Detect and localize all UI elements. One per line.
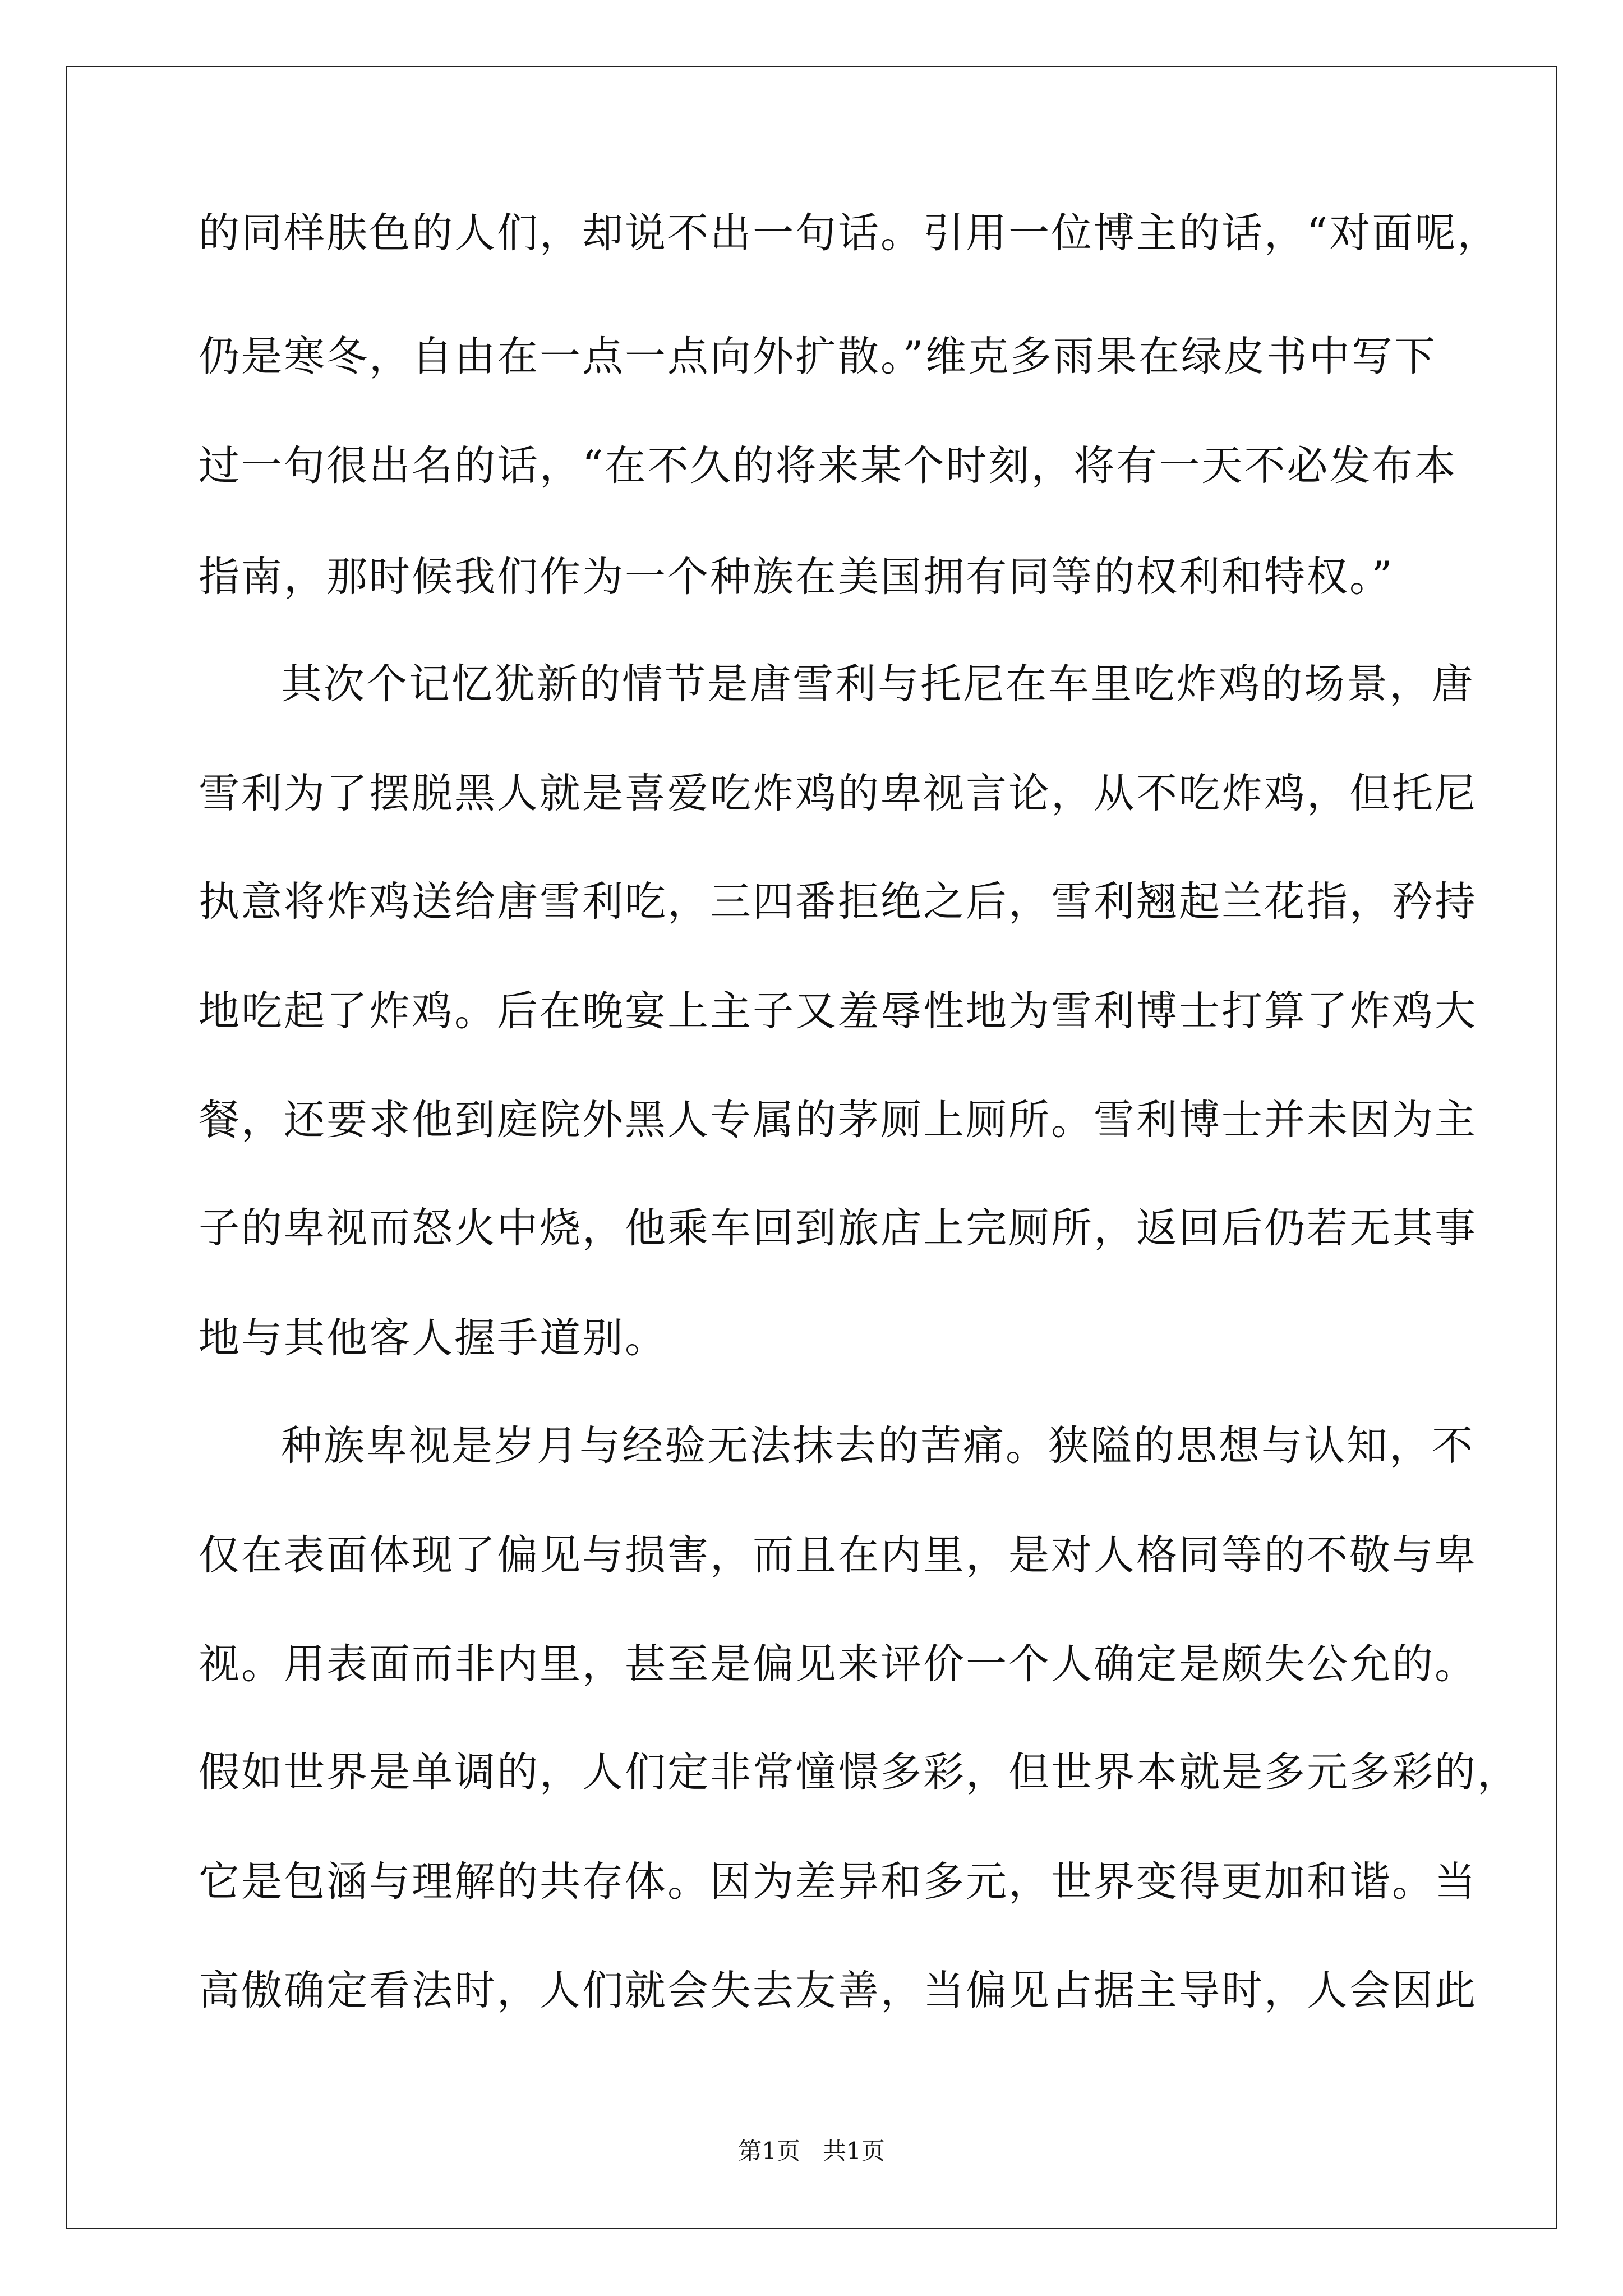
text-line-6: 雪利为了摆脱黑人就是喜爱吃炸鸡的卑视言论，从不吃炸鸡，但托尼 <box>199 770 1477 817</box>
text-line-7: 执意将炸鸡送给唐雪利吃，三四番拒绝之后，雪利翘起兰花指，矜持 <box>199 878 1477 926</box>
text-line-2: 仍是寒冬，自由在一点一点向外扩散。”维克多雨果在绿皮书中写下 <box>199 333 1437 380</box>
text-line-13: 仅在表面体现了偏见与损害，而且在内里，是对人格同等的不敬与卑 <box>199 1531 1477 1579</box>
text-line-10: 子的卑视而怒火中烧，他乘车回到旅店上完厕所，返回后仍若无其事 <box>199 1204 1477 1252</box>
text-line-4: 指南，那时候我们作为一个种族在美国拥有同等的权利和特权。” <box>199 553 1394 601</box>
text-line-16: 它是包涵与理解的共存体。因为差异和多元，世界变得更加和谐。当 <box>199 1858 1477 1906</box>
text-line-11: 地与其他客人握手道别。 <box>199 1314 667 1362</box>
text-line-9: 餐，还要求他到庭院外黑人专属的茅厕上厕所。雪利博士并未因为主 <box>199 1096 1477 1144</box>
text-line-8: 地吃起了炸鸡。后在晚宴上主子又羞辱性地为雪利博士打算了炸鸡大 <box>199 987 1477 1035</box>
text-line-1: 的同样肤色的人们，却说不出一句话。引用一位博主的话，“对面呢， <box>199 209 1500 257</box>
text-line-5: 其次个记忆犹新的情节是唐雪利与托尼在车里吃炸鸡的场景，唐 <box>281 660 1474 708</box>
text-line-14: 视。用表面而非内里，甚至是偏见来评价一个人确定是颇失公允的。 <box>199 1640 1477 1688</box>
text-line-17: 高傲确定看法时，人们就会失去友善，当偏见占据主导时，人会因此 <box>199 1967 1477 2014</box>
page-number-footer: 第1页 共1页 <box>738 2137 885 2165</box>
text-line-12: 种族卑视是岁月与经验无法抹去的苦痛。狭隘的思想与认知，不 <box>281 1422 1474 1470</box>
text-line-3: 过一句很出名的话，“在不久的将来某个时刻，将有一天不必发布本 <box>199 442 1458 490</box>
text-line-15: 假如世界是单调的，人们定非常憧憬多彩，但世界本就是多元多彩的， <box>199 1749 1520 1796</box>
